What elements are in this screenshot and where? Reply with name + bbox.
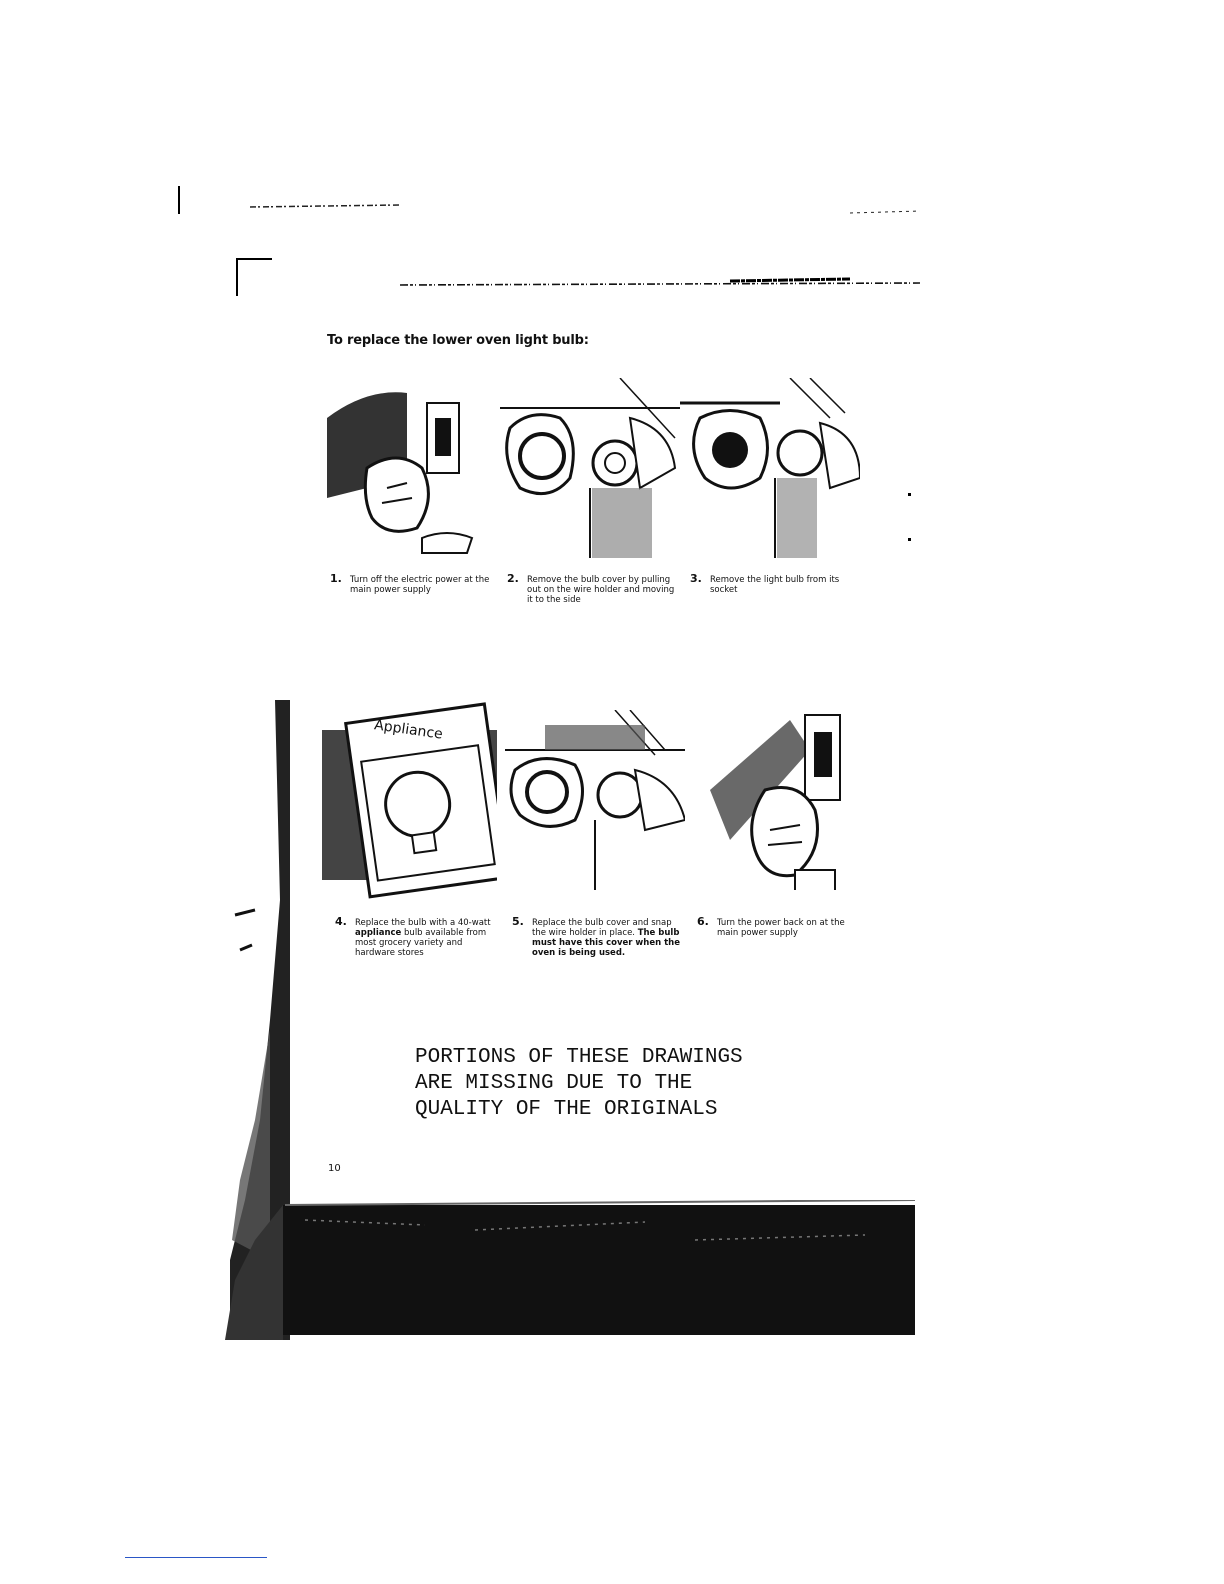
scan-dark-footer-edge [225,1200,925,1340]
illustration-switch-on [690,710,870,890]
footer-link-underline [125,1557,267,1558]
page-title: To replace the lower oven light bulb: [327,333,589,348]
scan-dot [908,538,911,541]
illustration-appliance-bulb-package [322,700,497,900]
step-2: 2. Remove the bulb cover by pulling out on the wire holder and moving it to the side [507,572,675,605]
step-4: 4. Replace the bulb with a 40-watt appliance bulb available from most grocery variety and hardware stores [335,915,491,958]
missing-drawings-notice: PORTIONS OF THESE DRAWINGS ARE MISSING DUE TO THE QUALITY OF THE ORIGINALS [415,1046,743,1121]
scan-corner-mark [236,258,238,296]
step-1: 1. Turn off the electric power at the main power supply [330,572,490,595]
illustration-switch-off [327,378,507,558]
step-5: 5. Replace the bulb cover and snap the wire holder in place. The bulb must have this cover when the oven is being used. [512,915,680,958]
scan-noise-top [250,195,930,295]
scan-dot [908,493,911,496]
page-number: 10 [328,1163,341,1174]
step-6: 6. Turn the power back on at the main power supply [697,915,845,938]
illustration-remove-bulb [680,378,860,558]
package-label: Appliance [373,717,444,743]
scan-mark-vertical [178,186,180,214]
step-3: 3. Remove the light bulb from its socket [690,572,840,595]
illustration-replace-cover [505,710,685,890]
illustration-remove-cover [500,378,680,558]
